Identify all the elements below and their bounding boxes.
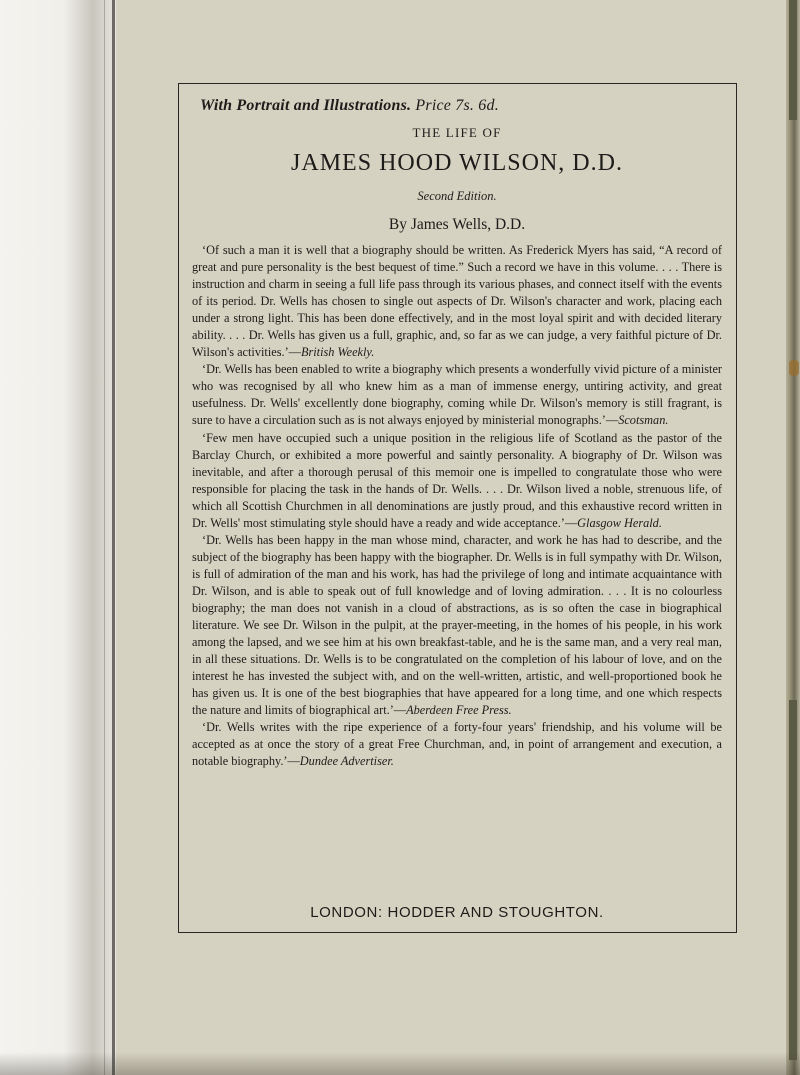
review-text: ‘Dr. Wells has been happy in the man whose mind, character, and work he has had to describe, and the subject of the biography has been happy with the biographer. Dr. Wells is in full sympathy with Dr. Wilson, is full of admiration of the man and his work, has had the privilege of long and intimate acquaintance with Dr. Wilson, and is able to speak out of full knowledge and of loving admiration. . . . It is no colourless biography; the man does not vanish in a cloud of abstractions, as is so often the case in biographical literature. We see Dr. Wilson in the pulpit, at the prayer-meeting, in the homes of his people, in his work among the lapsed, and we see him at his own breakfast-table, and he is the same man, and a very real man, in all these situations. Dr. Wells is to be congratulated on the completion of his labour of love, and on the interest he has invested the subject with, and on the well-written, artistic, and well-proportioned book he has given us. It is one of the best biographies that have appeared for a long time, and one which respects the nature and limits of biographical art.’— (192, 532, 722, 718)
review-paragraph (192, 719, 722, 770)
review-source: Aberdeen Free Press. (406, 703, 512, 718)
gutter-shadow-line (104, 0, 105, 1075)
review-source: Scotsman. (618, 413, 669, 428)
edition: Second Edition. (417, 189, 497, 203)
illustrations-note: With Portrait and Illustrations. (200, 97, 412, 114)
review-text: ‘Few men have occupied such a unique position in the religious life of Scotland as the pastor of the Barclay Church, or exhibited a more powerful and saintly personality. A biography of Dr. Wilson was inevitable, and after a thorough perusal of this memoir one is impelled to congratulate those who were responsible for placing the task in the hands of Dr. Wells. . . . Dr. Wilson lived a noble, strenuous life, of which all Scottish Churchmen in all denominations are justly proud, and this exhaustive record written in Dr. Wells' most stimulating style should have a ready and wide acceptance.’— (192, 430, 722, 530)
review-text: ‘Dr. Wells has been enabled to write a biography which presents a wonderfully vivid picture of a minister who was recognised by all who knew him as a man of immense energy, untiring activity, and great usefulness. Dr. Wells' excellently done biography, coming while Dr. Wilson's memory is still fragrant, is sure to have a circulation such as is not always enjoyed by ministerial monographs.’— (192, 362, 722, 428)
review-source: British Weekly. (300, 345, 375, 360)
bottom-shadow (0, 1052, 800, 1075)
book-title: JAMES HOOD WILSON, D.D. (291, 150, 623, 176)
page-edge-mark (789, 700, 797, 1060)
reviews (192, 242, 722, 770)
review-paragraph (192, 361, 722, 429)
advertisement-content (192, 96, 722, 770)
review-paragraph (192, 242, 722, 361)
header-line (192, 96, 722, 116)
price: Price 7s. 6d. (415, 97, 499, 114)
byline: By James Wells, D.D. (388, 216, 526, 233)
review-text: ‘Dr. Wells writes with the ripe experience of a forty-four years' friendship, and his volume will be accepted as at once the story of a great Free Churchman, and, in point of arrangement and execution, a notable biography.’— (192, 720, 722, 769)
life-of-heading: THE LIFE OF (412, 125, 502, 140)
review-text: ‘Of such a man it is well that a biography should be written. As Frederick Myers has said, “A record of great and pure personality is the best bequest of time.” Such a record we have in this volume. . . . There is instruction and charm in seeing a full life pass through its various phases, and connect itself with the events of its period. Dr. Wells has chosen to single out aspects of Dr. Wilson's character and work, placing each under a strong light. This has been done effectively, and in the most loyal spirit and with decided literary ability. . . . Dr. Wells has given us a full, graphic, and, so far as we can judge, a very faithful picture of Dr. Wilson's activities.’— (192, 243, 722, 360)
review-paragraph (192, 532, 722, 720)
review-source: Glasgow Herald. (577, 515, 662, 530)
page-edge-mark (789, 0, 797, 120)
gutter-edge-line (112, 0, 115, 1075)
review-paragraph (192, 430, 722, 532)
publisher-imprint: LONDON: HODDER AND STOUGHTON. (310, 904, 604, 921)
book-gutter (0, 0, 116, 1075)
page-stain (789, 360, 799, 376)
review-source: Dundee Advertiser. (299, 754, 394, 769)
